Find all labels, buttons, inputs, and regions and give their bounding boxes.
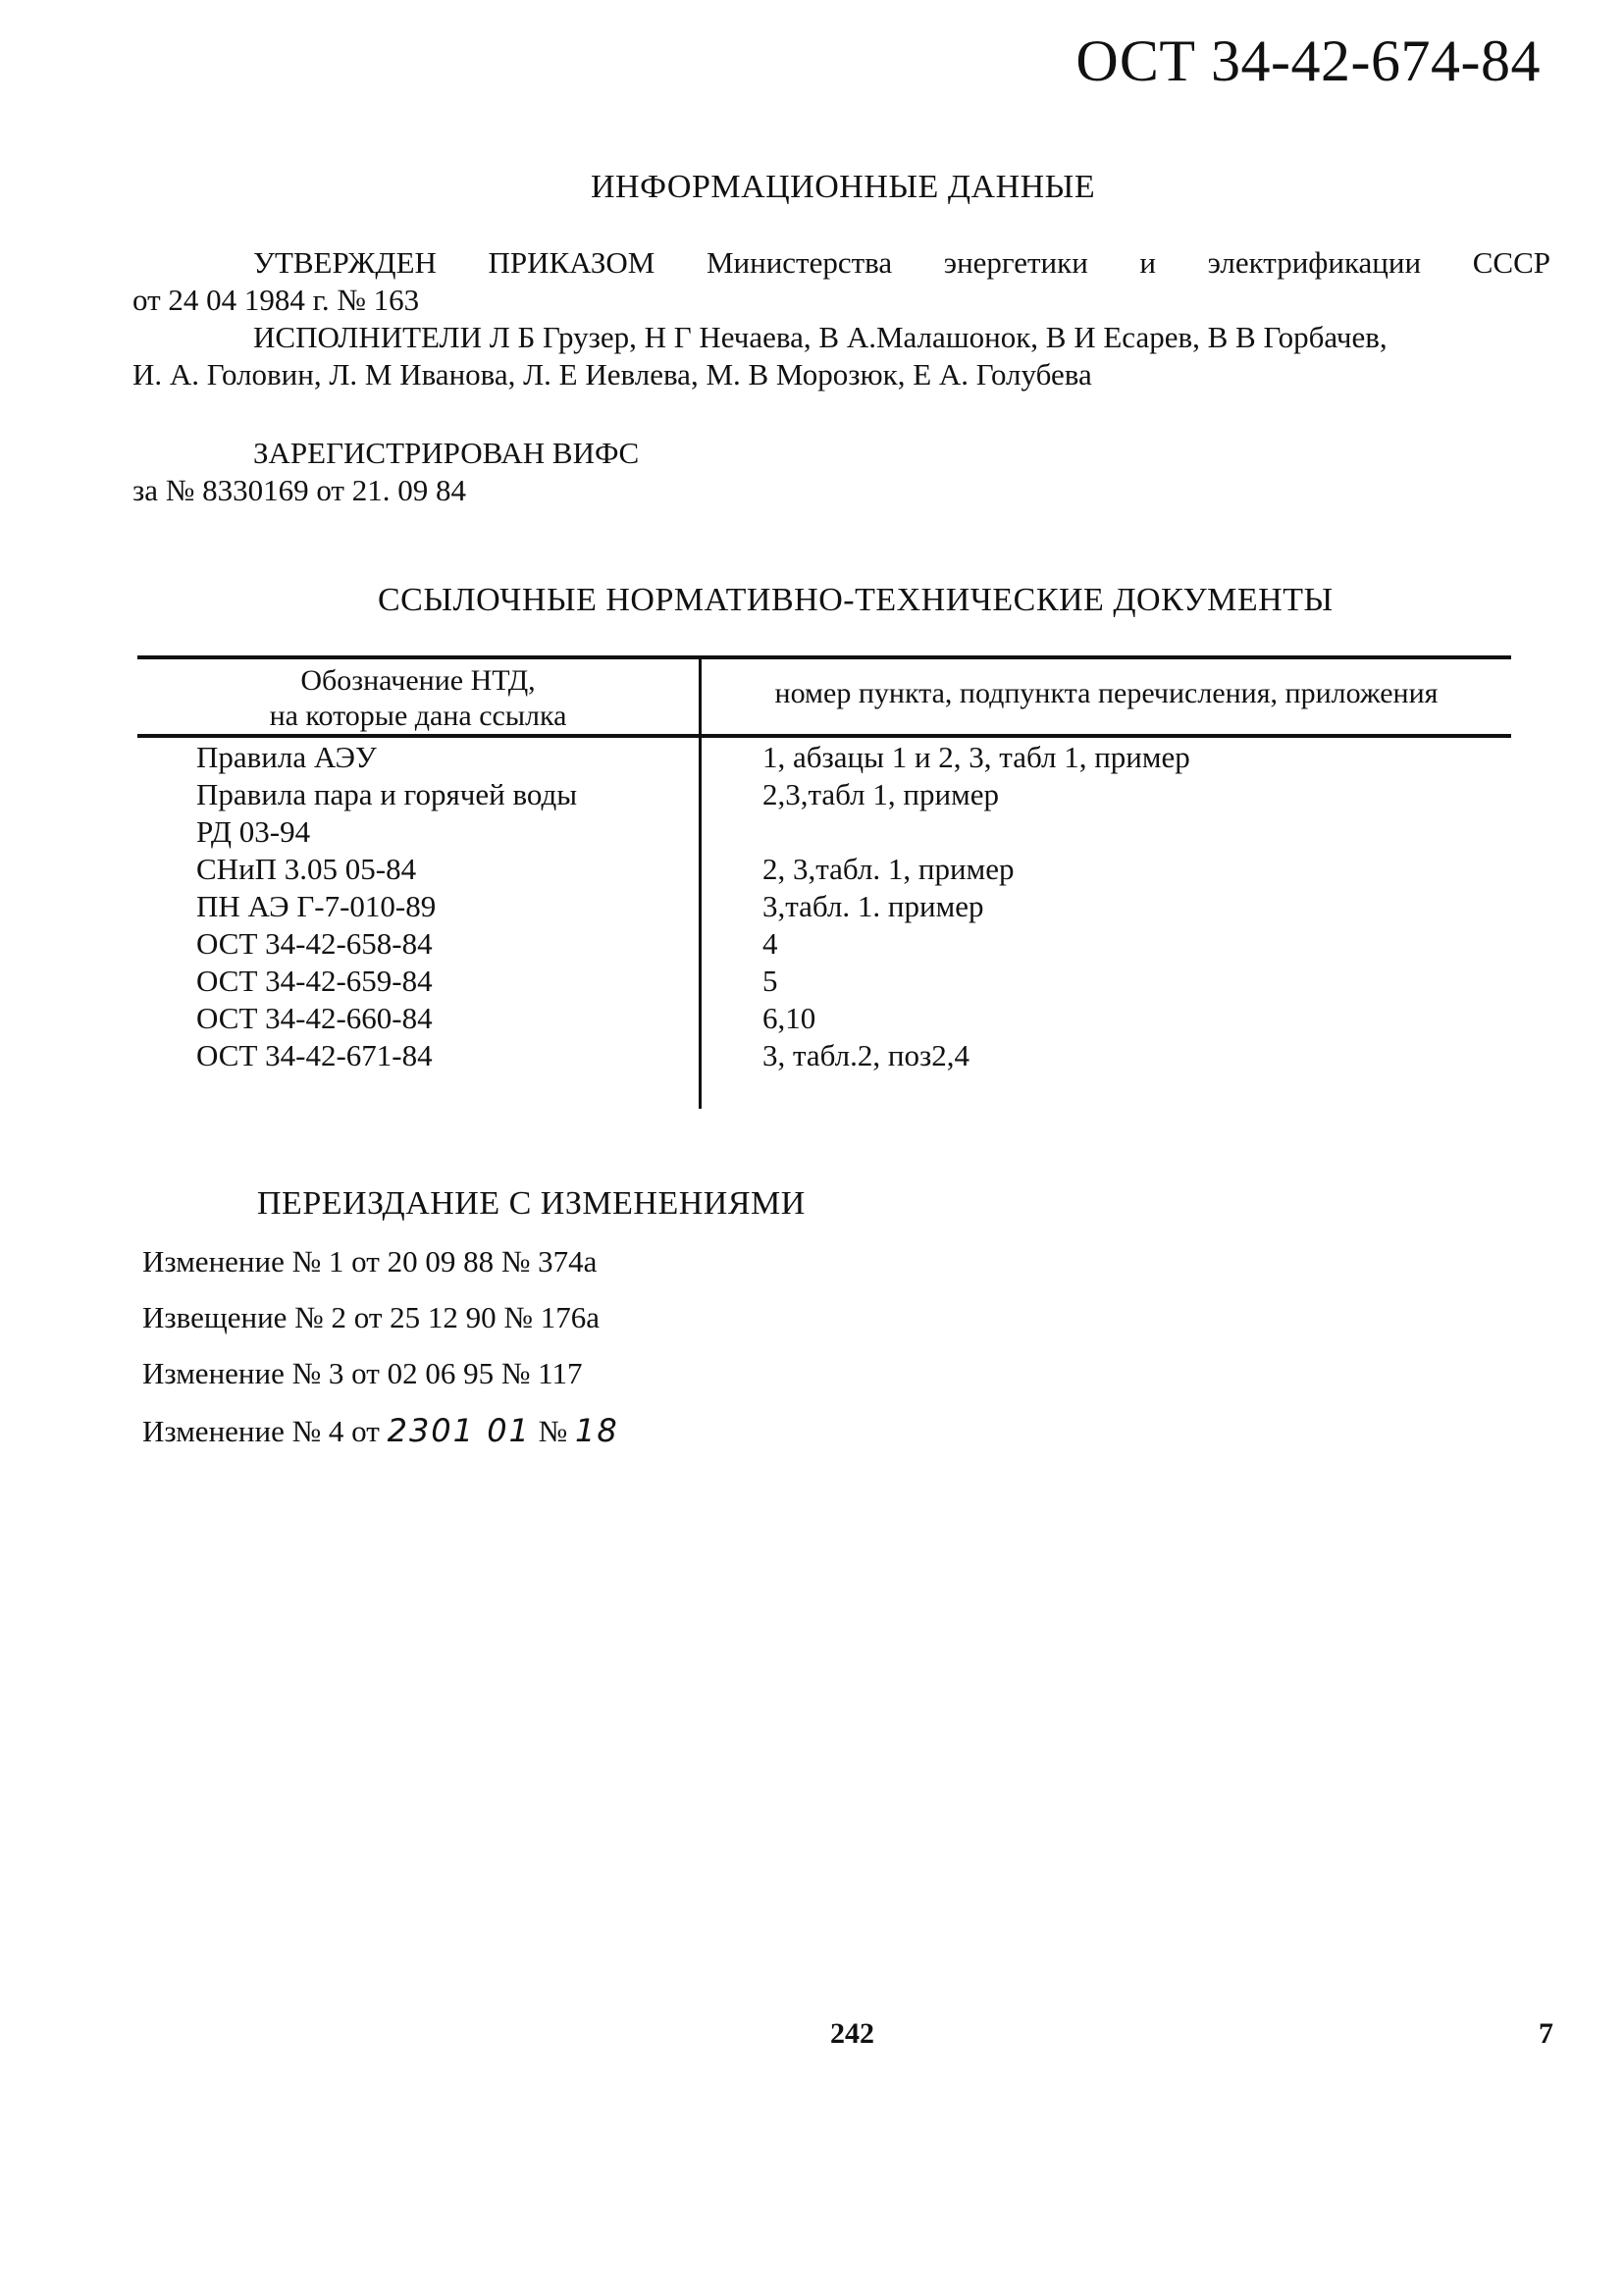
table-row xyxy=(137,1038,1511,1075)
change-4-number-label: № xyxy=(538,1414,568,1448)
executors-line-1: ИСПОЛНИТЕЛИ Л Б Грузер, Н Г Нечаева, В А.Малашонок, В И Есарев, В В Горбачев, xyxy=(253,320,1388,354)
table-row xyxy=(137,740,1511,777)
table-cell-ref: 4 xyxy=(762,926,778,961)
approved-word: и xyxy=(1139,245,1157,280)
table-cell-ref: 1, абзацы 1 и 2, 3, табл 1, пример xyxy=(762,740,1190,774)
approved-word: СССР xyxy=(1472,245,1550,280)
page-number-center: 242 xyxy=(830,2017,874,2050)
table-row xyxy=(137,852,1511,889)
table-row xyxy=(137,777,1511,814)
approved-word: энергетики xyxy=(943,245,1088,280)
table-cell-doc: СНиП 3.05 05-84 xyxy=(196,852,417,886)
table-row xyxy=(137,889,1511,926)
approved-word: электрификации xyxy=(1207,245,1422,280)
approved-word: УТВЕРЖДЕН xyxy=(253,245,437,280)
table-top-rule xyxy=(137,655,1511,659)
info-title: ИНФОРМАЦИОННЫЕ ДАННЫЕ xyxy=(591,169,1096,205)
change-4-prefix: Изменение № 4 от xyxy=(142,1414,380,1448)
table-cell-doc: Правила пара и горячей воды xyxy=(196,777,578,811)
table-cell-doc: РД 03-94 xyxy=(196,814,311,849)
table-cell-doc: ОСТ 34-42-660-84 xyxy=(196,1001,433,1035)
reissue-title: ПЕРЕИЗДАНИЕ С ИЗМЕНЕНИЯМИ xyxy=(257,1185,806,1222)
table-cell-doc: ПН АЭ Г-7-010-89 xyxy=(196,889,437,923)
table-cell-ref: 3, табл.2, поз2,4 xyxy=(762,1038,969,1072)
registered-line-1: ЗАРЕГИСТРИРОВАН ВИФС xyxy=(253,436,640,470)
change-4-handwritten-number: 18 xyxy=(574,1412,619,1449)
table-row xyxy=(137,964,1511,1001)
table-cell-ref: 6,10 xyxy=(762,1001,816,1035)
page-number-right: 7 xyxy=(1539,2017,1553,2050)
change-entry: Изменение № 1 от 20 09 88 № 374а xyxy=(142,1244,598,1278)
change-entry: Изменение № 3 от 02 06 95 № 117 xyxy=(142,1356,583,1390)
table-row xyxy=(137,1001,1511,1038)
table-cell-ref: 2,3,табл 1, пример xyxy=(762,777,999,811)
approved-line xyxy=(253,244,1550,282)
table-cell-doc: ОСТ 34-42-671-84 xyxy=(196,1038,433,1072)
approved-word: Министерства xyxy=(706,245,893,280)
approved-date: от 24 04 1984 г. № 163 xyxy=(132,283,420,317)
change-4-handwritten-date: 2301 01 xyxy=(387,1412,531,1449)
change-entry-4 xyxy=(142,1412,619,1449)
change-entry: Извещение № 2 от 25 12 90 № 176а xyxy=(142,1300,600,1334)
registered-line-2: за № 8330169 от 21. 09 84 xyxy=(132,473,466,507)
table-cell-ref: 2, 3,табл. 1, пример xyxy=(762,852,1015,886)
table-cell-doc: Правила АЭУ xyxy=(196,740,377,774)
table-header-rule xyxy=(137,734,1511,738)
table-header-doc xyxy=(137,663,699,734)
table-row xyxy=(137,814,1511,852)
table-header-ref: номер пункта, подпункта перечисления, приложения xyxy=(774,677,1439,709)
table-cell-ref: 5 xyxy=(762,964,778,998)
executors-line-2: И. А. Головин, Л. М Иванова, Л. Е Иевлева, М. В Морозюк, Е А. Голубева xyxy=(132,357,1092,391)
table-header-doc-line-2: на которые дана ссылка xyxy=(269,700,567,732)
table-cell-ref: 3,табл. 1. пример xyxy=(762,889,984,923)
table-header-doc-line-1: Обозначение НТД, xyxy=(300,664,536,697)
table-row xyxy=(137,926,1511,964)
table-cell-doc: ОСТ 34-42-659-84 xyxy=(196,964,433,998)
table-cell-doc: ОСТ 34-42-658-84 xyxy=(196,926,433,961)
document-code: ОСТ 34-42-674-84 xyxy=(1075,28,1541,93)
references-title: ССЫЛОЧНЫЕ НОРМАТИВНО-ТЕХНИЧЕСКИЕ ДОКУМЕНТЫ xyxy=(378,582,1334,618)
approved-word: ПРИКАЗОМ xyxy=(488,245,655,280)
